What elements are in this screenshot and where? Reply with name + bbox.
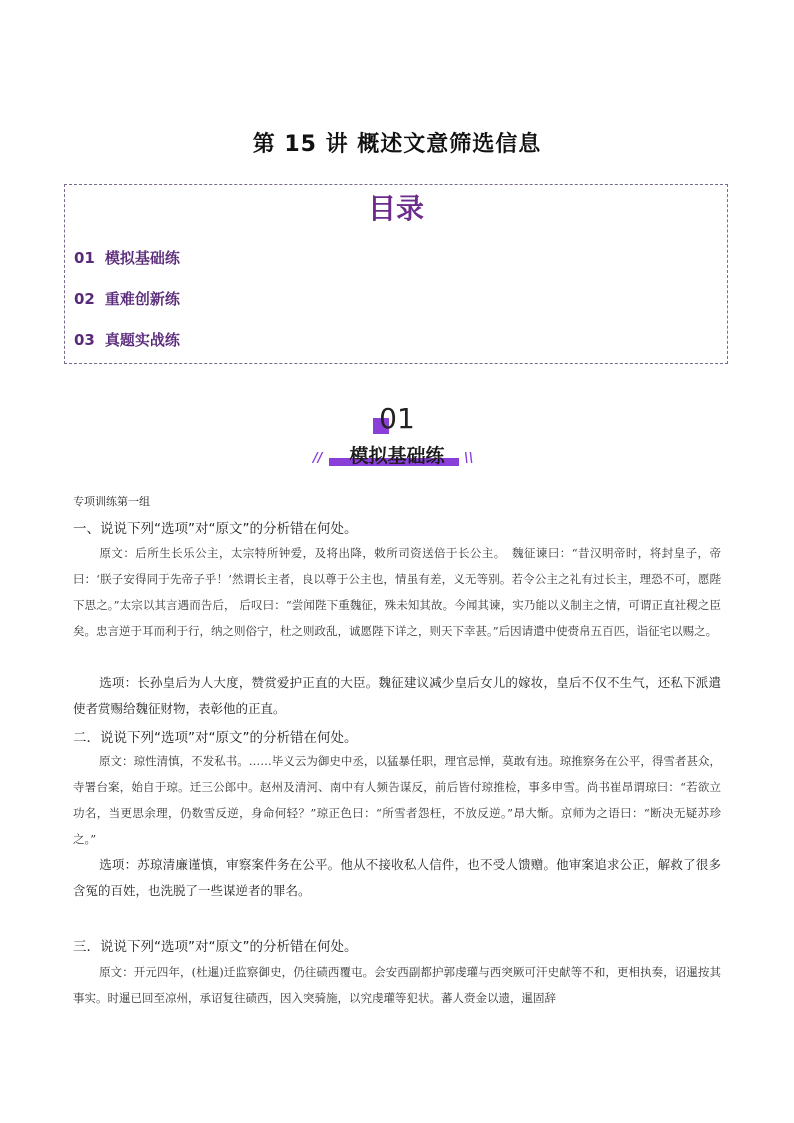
page-title: 第 15 讲 概述文意筛选信息 <box>252 132 542 157</box>
group-label: 专项训练第一组 <box>73 495 150 508</box>
original-text: 原文：后所生长乐公主，太宗特所钟爱，及将出降，敕所司资送倍于长公主。 魏征谏曰：“昔汉明帝时，将封皇子，帝曰：‘朕子安得同于先帝子乎！’然谓长主者，良以尊于公主也，情虽有差，义无等别。若令公主之礼有过长主，理恐不可，愿陛下思之。”太宗以其言遇而告后， 后叹曰：“尝闻陛下重魏征，殊未知其故。今闻其谏，实乃能以义制主之情，可谓正直社稷之臣矣。忠言逆于耳而利于行，纳之则俗宁，杜之则政乱，诚愿陛下详之，则天下幸甚。”后因请遣中使赍帛五百匹，诣征宅以赐之。 <box>73 546 721 638</box>
toc-item-label: 真题实战练 <box>104 331 180 349</box>
toc-item-number: 03 <box>74 331 95 349</box>
question-2-original <box>73 748 721 852</box>
toc-item-3[interactable] <box>74 329 180 350</box>
original-text: 原文：开元四年，(杜暹)迁监察御史，仍往碛西覆屯。会安西副都护郭虔瓘与西突厥可汗史献等不和，更相执奏，诏暹按其事实。时暹已回至凉州，承诏复往碛西，因入突骑施，以究虔瓘等犯状。蕃人赍金以遗，暹固辞 <box>73 965 721 1005</box>
toc-heading: 目录 <box>367 192 424 225</box>
toc-item-2[interactable] <box>74 288 180 309</box>
question-prompt-3: 三．说说下列“选项”对“原文”的分析错在何处。 <box>73 939 358 955</box>
table-of-contents <box>64 184 728 364</box>
option-text: 选项：苏琼清廉谨慎，审察案件务在公平。他从不接收私人信件，也不受人馈赠。他审案追求公正，解救了很多含冤的百姓，也洗脱了一些谋逆者的罪名。 <box>73 857 721 898</box>
toc-item-label: 模拟基础练 <box>104 249 180 267</box>
toc-item-number: 01 <box>74 249 95 267</box>
toc-item-1[interactable] <box>74 247 180 268</box>
original-text: 原文：琼性清慎，不发私书。……毕义云为御史中丞，以猛暴任职，理官忌惮，莫敢有违。琼推察务在公平，得雪者甚众，寺署台案，始自于琼。迁三公郎中。赵州及清河、南中有人频告谋反，前后皆付琼推检，事多申雪。尚书崔昂谓琼曰：“若欲立功名，当更思余理，仍数雪反逆，身命何轻？”琼正色曰：“所雪者怨枉，不放反逆。”昂大惭。京师为之语曰：“断决无疑苏珍之。” <box>73 754 721 846</box>
section-title-left-decoration: // <box>313 451 323 466</box>
question-1-original <box>73 540 721 644</box>
question-prompt-2: 二．说说下列“选项”对“原文”的分析错在何处。 <box>73 730 358 746</box>
question-prompt-1: 一、说说下列“选项”对“原文”的分析错在何处。 <box>73 521 358 537</box>
toc-item-number: 02 <box>74 290 95 308</box>
question-1-option <box>73 670 721 722</box>
option-text: 选项：长孙皇后为人大度，赞赏爱护正直的大臣。魏征建议减少皇后女儿的嫁妆，皇后不仅不生气，还私下派遣使者赏赐给魏征财物，表彰他的正直。 <box>73 675 721 716</box>
section-title: 模拟基础练 <box>349 445 445 467</box>
section-title-right-decoration: \\ <box>464 451 474 466</box>
question-2-option <box>73 852 721 904</box>
toc-item-label: 重难创新练 <box>104 290 180 308</box>
section-number: 01 <box>379 402 415 435</box>
question-3-original <box>73 959 721 1011</box>
